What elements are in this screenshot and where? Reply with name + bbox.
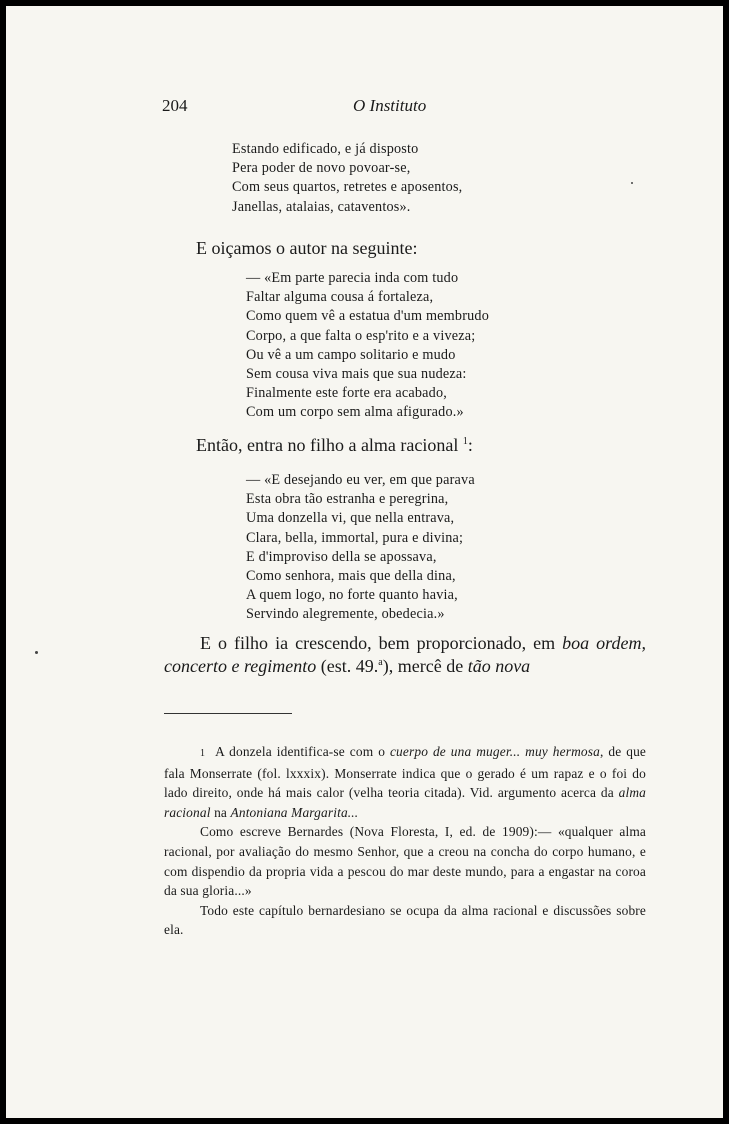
verse-line: Esta obra tão estranha e peregrina, xyxy=(246,491,449,508)
verse-line: Ou vê a um campo solitario e mudo xyxy=(246,346,456,363)
prose-intro-2 xyxy=(196,435,473,456)
verse-line: Sem cousa viva mais que sua nudeza: xyxy=(246,366,467,383)
footnote-1 xyxy=(164,742,646,822)
verse-line: — «E desejando eu ver, em que parava xyxy=(246,472,475,488)
verse-line: Janellas, atalaias, cataventos». xyxy=(232,198,411,215)
footnote-marker[interactable]: 1 xyxy=(462,436,468,447)
prose-text: Então, entra no filho a alma racional xyxy=(196,435,459,455)
footnote-text: na xyxy=(210,804,231,820)
verse-line: Finalmente este forte era acabado, xyxy=(246,385,447,402)
verse-line: Com um corpo sem alma afigurado.» xyxy=(246,404,464,421)
page-number: 204 xyxy=(162,96,188,115)
verse-line: Com seus quartos, retretes e aposentos, xyxy=(232,179,463,196)
verse-line: Faltar alguma cousa á fortaleza, xyxy=(246,289,434,306)
verse-block-1 xyxy=(232,140,462,217)
verse-line: Como senhora, mais que della dina, xyxy=(246,568,456,585)
speck-mark xyxy=(35,651,38,654)
verse-line: Corpo, a que falta o esp'rito e a viveza; xyxy=(246,327,476,344)
footnote-number: 1 xyxy=(200,748,206,759)
ordinal-superscript: a xyxy=(378,657,383,668)
footnotes xyxy=(164,742,646,940)
verse-line: A quem logo, no forte quanto havia, xyxy=(246,587,458,604)
verse-line: E d'improviso della se apossava, xyxy=(246,548,437,565)
para-italic: tão nova xyxy=(467,656,531,676)
prose-suffix: : xyxy=(467,435,473,455)
verse-line: Servindo alegremente, obedecia.» xyxy=(246,606,445,623)
verse-block-2 xyxy=(246,269,489,423)
prose-intro-1: E oiçamos o autor na seguinte: xyxy=(196,238,418,258)
para-text: ), mercê de xyxy=(382,656,468,676)
footnote-1-continued: Como escreve Bernardes (Nova Floresta, I, ed. de 1909):— «qualquer alma racional, por avaliação do mesmo Senhor, que a creou na concha do corpo humano, e com dispendio da propria vida a pescou do mar deste mundo, para a engastar na coroa da sua gloria...» xyxy=(164,824,646,899)
footnote-rule xyxy=(164,713,292,714)
speck-mark xyxy=(631,182,633,184)
footnote-1-closing: Todo este capítulo bernardesiano se ocupa da alma racional e discussões sobre ela. xyxy=(164,902,646,938)
running-title: O Instituto xyxy=(353,96,427,115)
verse-line: Pera poder de novo povoar-se, xyxy=(232,160,411,177)
footnote-italic: cuerpo de una muger... muy hermosa xyxy=(389,744,600,759)
footnote-text: , de que fala Monserrate (fol. lxxxix). Monserrate indica que o gerado é um rapaz e o foi do lado direito, onde há mais calor (velha teoria citada). Vid. argumento acerca da xyxy=(164,744,647,801)
verse-line: Estando edificado, e já disposto xyxy=(232,141,419,157)
page xyxy=(6,6,723,1118)
verse-line: Uma donzella vi, que nella entrava, xyxy=(246,510,455,527)
footnote-text: A donzela identifica-se com o xyxy=(215,744,390,759)
verse-line: Como quem vê a estatua d'um membrudo xyxy=(246,308,490,325)
para-text: E o filho ia crescendo, bem proporcionado, em xyxy=(200,633,563,653)
footnote-italic: Antoniana Margarita... xyxy=(230,804,359,820)
para-italic: boa ordem, concerto e regimento xyxy=(164,633,646,676)
para-text: (est. 49. xyxy=(316,656,379,676)
body-paragraph xyxy=(164,632,646,678)
verse-line: Clara, bella, immortal, pura e divina; xyxy=(246,529,464,546)
verse-line: — «Em parte parecia inda com tudo xyxy=(246,270,459,286)
verse-block-3 xyxy=(246,471,475,625)
footnote-italic: alma racional xyxy=(164,785,646,820)
